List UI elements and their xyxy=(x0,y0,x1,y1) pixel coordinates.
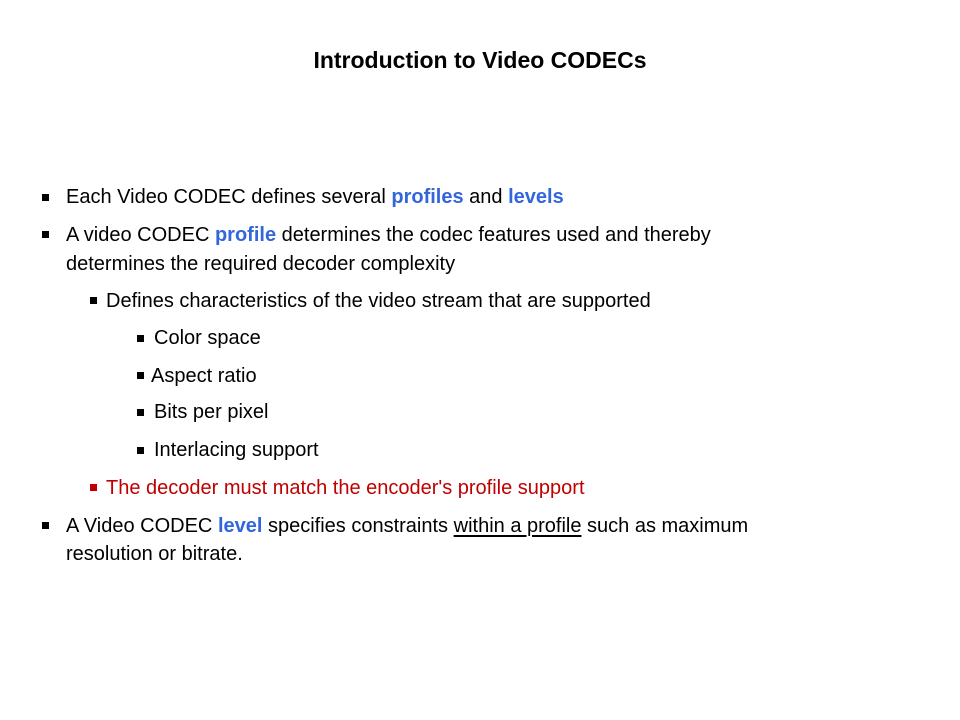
sub-sub-bullet-marker xyxy=(137,409,144,416)
item-bits-per-pixel: Bits per pixel xyxy=(154,401,269,423)
item-aspect-ratio: Aspect ratio xyxy=(151,365,257,387)
bullet-marker xyxy=(42,522,49,529)
sub-bullet-marker xyxy=(90,297,97,304)
sub-bullet-characteristics: Defines characteristics of the video stream that are supported xyxy=(106,290,651,312)
bullet-marker xyxy=(42,194,49,201)
item-interlacing-support: Interlacing support xyxy=(154,439,319,461)
item-color-space: Color space xyxy=(154,327,261,349)
sub-sub-bullet-marker xyxy=(137,335,144,342)
bullet-text: A Video CODEC xyxy=(66,515,218,537)
highlight-level: level xyxy=(217,515,263,537)
bullet-marker xyxy=(42,231,49,238)
bullet-text: determines the codec features used and thereby xyxy=(276,224,711,246)
bullet-profiles-levels xyxy=(66,183,564,211)
bullet-text: such as maximum xyxy=(581,515,749,537)
slide-title: Introduction to Video CODECs xyxy=(313,47,647,73)
underlined-within-a-profile: within a profile xyxy=(453,515,582,537)
highlight-levels: levels xyxy=(508,186,564,208)
bullet-text: and xyxy=(463,186,509,208)
sub-sub-bullet-marker xyxy=(137,447,144,454)
bullet-text: Each Video CODEC defines several xyxy=(66,186,392,208)
bullet-text: A video CODEC xyxy=(66,224,215,246)
bullet-text: specifies constraints xyxy=(262,515,454,537)
sub-sub-bullet-marker xyxy=(137,372,144,379)
sub-bullet-marker xyxy=(90,484,97,491)
bullet-profile-definition-line2: determines the required decoder complexity xyxy=(66,253,456,275)
bullet-level-definition-line2: resolution or bitrate. xyxy=(66,543,243,565)
bullet-profile-definition xyxy=(66,221,711,249)
bullet-level-definition xyxy=(66,512,748,540)
highlight-profiles: profiles xyxy=(391,186,464,208)
highlight-profile: profile xyxy=(214,224,277,246)
sub-bullet-decoder-match: The decoder must match the encoder's profile support xyxy=(106,477,585,499)
